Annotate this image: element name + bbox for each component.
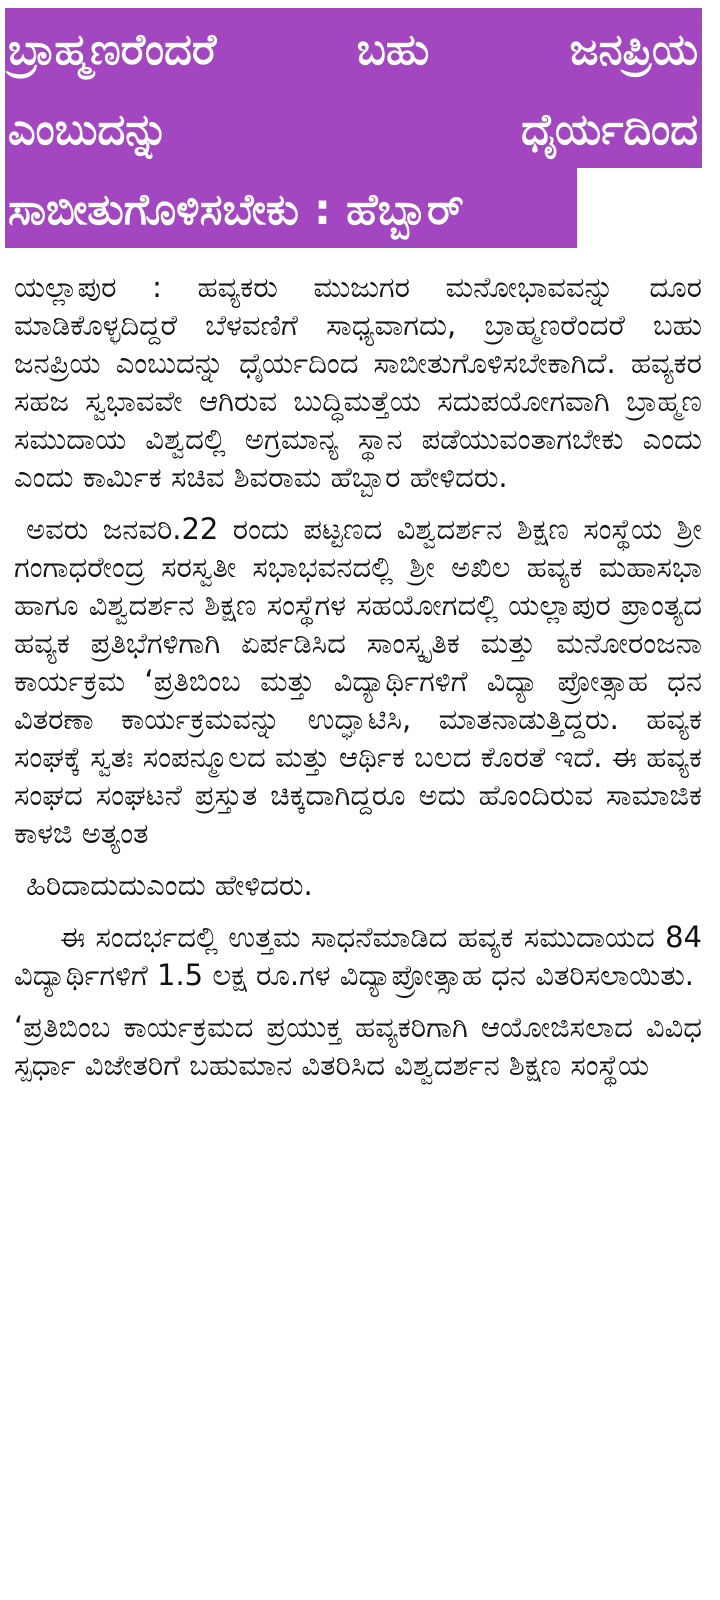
- headline: [8, 10, 698, 250]
- article-paragraph: ‘ಪ್ರತಿಬಿಂಬ ಕಾರ್ಯಕ್ರಮದ ಪ್ರಯುಕ್ತ ಹವ್ಯಕರಿಗಾಗಿ ಆಯೋಜಿಸಲಾದ ವಿವಿಧ ಸ್ಪರ್ಧಾ ವಿಜೇತರಿಗೆ ಬಹುಮಾನ ವಿತರಿಸಿದ ವಿಶ್ವದರ್ಶನ ಶಿಕ್ಷಣ ಸಂಸ್ಥೆಯ: [14, 1010, 702, 1082]
- headline-line-3: ಸಾಬೀತುಗೊಳಿಸಬೇಕು : ಹೆಬ್ಬಾರ್: [8, 185, 464, 235]
- article-paragraph: ಈ ಸಂದರ್ಭದಲ್ಲಿ ಉತ್ತಮ ಸಾಧನೆಮಾಡಿದ ಹವ್ಯಕ ಸಮುದಾಯದ 84 ವಿದ್ಯಾರ್ಥಿಗಳಿಗೆ 1.5 ಲಕ್ಷ ರೂ.ಗಳ ವಿದ್ಯಾಪ್ರೋತ್ಸಾಹ ಧನ ವಿತರಿಸಲಾಯಿತು.: [14, 920, 702, 992]
- headline-line-2: ಎಂಬುದನ್ನು ಧೈರ್ಯದಿಂದ: [8, 105, 698, 155]
- article-paragraph: ಹಿರಿದಾದುದುಎಂದು ಹೇಳಿದರು.: [26, 868, 313, 902]
- article-paragraph: ಅವರು ಜನವರಿ.22 ರಂದು ಪಟ್ಟಣದ ವಿಶ್ವದರ್ಶನ ಶಿಕ್ಷಣ ಸಂಸ್ಥೆಯ ಶ್ರೀ ಗಂಗಾಧರೇಂದ್ರ ಸರಸ್ವತೀ ಸಭಾಭವನದಲ್ಲಿ ಶ್ರೀ ಅಖಿಲ ಹವ್ಯಕ ಮಹಾಸಭಾ ಹಾಗೂ ವಿಶ್ವದರ್ಶನ ಶಿಕ್ಷಣ ಸಂಸ್ಥೆಗಳ ಸಹಯೋಗದಲ್ಲಿ ಯಲ್ಲಾಪುರ ಪ್ರಾಂತ್ಯದ ಹವ್ಯಕ ಪ್ರತಿಭೆಗಳಿಗಾಗಿ ಏರ್ಪಡಿಸಿದ ಸಾಂಸ್ಕೃತಿಕ ಮತ್ತು ಮನೋರಂಜನಾ ಕಾರ್ಯಕ್ರಮ ‘ಪ್ರತಿಬಿಂಬ ಮತ್ತು ವಿದ್ಯಾರ್ಥಿಗಳಿಗೆ ವಿದ್ಯಾ ಪ್ರೋತ್ಸಾಹ ಧನ ವಿತರಣಾ ಕಾರ್ಯಕ್ರಮವನ್ನು ಉದ್ಘಾಟಿಸಿ, ಮಾತನಾಡುತ್ತಿದ್ದರು. ಹವ್ಯಕ ಸಂಘಕ್ಕೆ ಸ್ವತಃ ಸಂಪನ್ಮೂಲದ ಮತ್ತು ಆರ್ಥಿಕ ಬಲದ ಕೊರತೆ ಇದೆ. ಈ ಹವ್ಯಕ ಸಂಘದ ಸಂಘಟನೆ ಪ್ರಸ್ತುತ ಚಿಕ್ಕದಾಗಿದ್ದರೂ ಅದು ಹೊಂದಿರುವ ಸಾಮಾಜಿಕ ಕಾಳಜಿ ಅತ್ಯಂತ: [14, 512, 702, 850]
- headline-line-1: ಬ್ರಾಹ್ಮಣರೆಂದರೆ ಬಹು ಜನಪ್ರಿಯ: [8, 25, 698, 75]
- article-paragraph: ಯಲ್ಲಾಪುರ : ಹವ್ಯಕರು ಮುಜುಗರ ಮನೋಭಾವವನ್ನು ದೂರ ಮಾಡಿಕೊಳ್ಳದಿದ್ದರೆ ಬೆಳವಣಿಗೆ ಸಾಧ್ಯವಾಗದು, ಬ್ರಾಹ್ಮಣರೆಂದರೆ ಬಹು ಜನಪ್ರಿಯ ಎಂಬುದನ್ನು ಧೈರ್ಯದಿಂದ ಸಾಬೀತುಗೊಳಿಸಬೇಕಾಗಿದೆ. ಹವ್ಯಕರ ಸಹಜ ಸ್ವಭಾವವೇ ಆಗಿರುವ ಬುದ್ಧಿಮತ್ತೆಯ ಸದುಪಯೋಗವಾಗಿ ಬ್ರಾಹ್ಮಣ ಸಮುದಾಯ ವಿಶ್ವದಲ್ಲಿ ಅಗ್ರಮಾನ್ಯ ಸ್ಥಾನ ಪಡೆಯುವಂತಾಗಬೇಕು ಎಂದು ಎಂದು ಕಾರ್ಮಿಕ ಸಚಿವ ಶಿವರಾಮ ಹೆಬ್ಬಾರ ಹೇಳಿದರು.: [14, 270, 702, 494]
- article-body: [14, 268, 702, 1098]
